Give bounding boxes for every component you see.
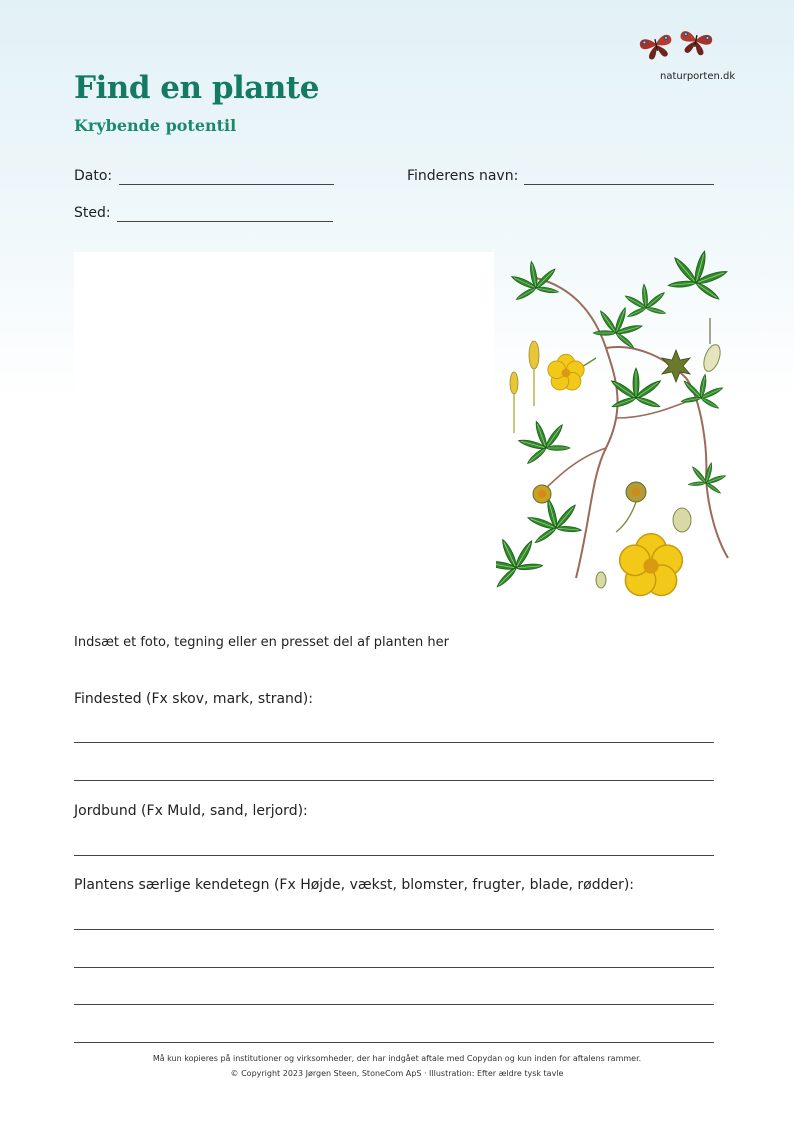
brand-name: naturporten.dk xyxy=(660,71,736,82)
features-label: Plantens særlige kendetegn (Fx Højde, vækst, blomster, frugter, blade, rødder): xyxy=(74,877,635,893)
finder-name-label: Finderens navn: xyxy=(407,168,519,184)
features-answer-line[interactable] xyxy=(74,929,714,930)
date-field[interactable] xyxy=(119,184,334,185)
place-label: Sted: xyxy=(74,205,111,221)
footer-credits: © Copyright 2023 Jørgen Steen, StoneCom ApS · Illustration: Efter ældre tysk tavle xyxy=(230,1069,564,1078)
finder-name-field[interactable] xyxy=(524,184,714,185)
date-label: Dato: xyxy=(74,168,113,184)
location-answer-line[interactable] xyxy=(74,742,714,743)
photo-caption: Indsæt et foto, tegning eller en presset del af planten her xyxy=(74,635,449,650)
page-title: Find en plante xyxy=(74,70,319,106)
plant-illustration xyxy=(496,248,736,618)
location-answer-line[interactable] xyxy=(74,780,714,781)
features-answer-line[interactable] xyxy=(74,1004,714,1005)
soil-label: Jordbund (Fx Muld, sand, lerjord): xyxy=(74,803,308,819)
features-answer-line[interactable] xyxy=(74,967,714,968)
features-answer-line[interactable] xyxy=(74,1042,714,1043)
page-subtitle: Krybende potentil xyxy=(74,116,237,135)
location-label: Findested (Fx skov, mark, strand): xyxy=(74,691,313,707)
butterfly-icon xyxy=(636,26,718,62)
soil-answer-line[interactable] xyxy=(74,855,714,856)
photo-insert-area[interactable] xyxy=(74,252,494,612)
footer-copyright-notice: Må kun kopieres på institutioner og virksomheder, der har indgået aftale med Copydan og kun inden for aftalens rammer. xyxy=(152,1054,642,1063)
place-field[interactable] xyxy=(117,221,333,222)
